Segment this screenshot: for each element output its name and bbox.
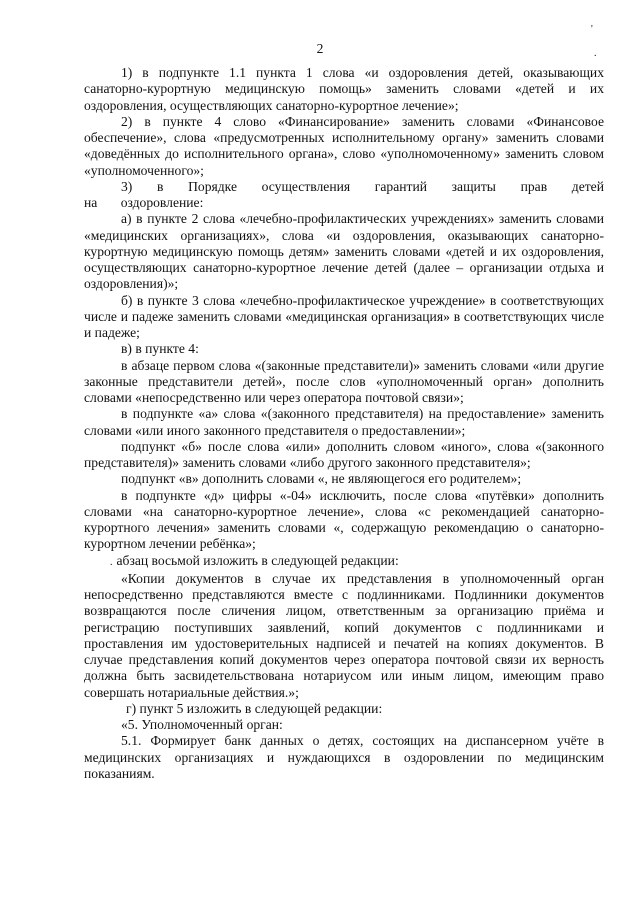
paragraph: подпункт «б» после слова «или» дополнить словом «иного», слова «(законного представителя)» заменить словами «либо другого законного представителя»; [84,438,604,470]
paragraph: «Копии документов в случае их представления в уполномоченный орган непосредственно представляются вместе с подлинниками. Подлинники документов возвращаются после сличения лицом, ответственным за организацию приёма и регистрацию поступивших заявлений, копий документов с подлинниками и проставления им удостоверительных надписей и печатей на копиях документов. В случае представления копий документов через оператора почтовой связи их верность должна быть засвидетельствована нотариусом или иным лицом, имеющим право совершать нотариальные действия.»; [84,570,604,700]
scan-mark: . [594,48,597,59]
paragraph: подпункт «в» дополнить словами «, не являющегося его родителем»; [121,471,522,487]
paragraph: 2) в пункте 4 слово «Финансирование» заменить словами «Финансовое обеспечение», слова «предусмотренных исполнительному органу» заменить словами «доведённых до исполнительного органа», слово «уполномоченному» заменить словом «уполномоченного»; [84,113,604,178]
paragraph: «5. Уполномоченный орган: [121,717,283,732]
page-number: 2 [316,41,324,56]
paragraph: 1) в подпункте 1.1 пункта 1 слова «и оздоровления детей, оказывающих санаторно-курортную медицинскую помощь» заменить словами «детей и их оздоровления, осуществляющих санаторно-курортное лечение»; [84,65,604,113]
paragraph: в) в пункте 4: [121,341,199,357]
document-body [84,65,604,782]
scan-mark: . [110,556,113,568]
paragraph: б) в пункте 3 слова «лечебно-профилактическое учреждение» в соответствующих числе и падеже заменить словами «медицинская организация» в соответствующих числе и падеже; [84,292,604,340]
paragraph: абзац восьмой изложить в следующей редакции: [116,552,399,568]
paragraph: в абзаце первом слова «(законные представители)» заменить словами «или другие законные представители детей», после слов «уполномоченный орган» дополнить словами «непосредственно или через оператора почтовой связи»; [84,357,604,405]
paragraph: 5.1. Формирует банк данных о детях, состоящих на диспансерном учёте в медицинских организациях и нуждающихся в оздоровлении по медицинским показаниям. [84,733,604,781]
paragraph: 3) в Порядке осуществления гарантий защиты прав детей на оздоровление: [84,178,604,210]
scan-mark: ' [591,24,593,35]
paragraph: в подпункте «а» слова «(законного представителя) на предоставление» заменить словами «или иного законного представителя о предоставлении»; [84,406,604,438]
paragraph: г) пункт 5 изложить в следующей редакции: [126,700,383,716]
paragraph-row [84,553,604,571]
paragraph: а) в пункте 2 слова «лечебно-профилактических учреждениях» заменить словами «медицинских организациях», слова «и оздоровления, оказывающих санаторно-курортную медицинскую помощь детям» заменить словами «детей и их оздоровления, осуществляющих санаторно-курортное лечение детей (далее – организации отдыха и оздоровления)»; [84,211,604,292]
paragraph: в подпункте «д» цифры «-04» исключить, после слова «путёвки» дополнить словами «на санаторно-курортное лечение», слова «с рекомендацией санаторно-курортного лечения» заменить словами «, содержащую рекомендацию о санаторно-курортном лечении ребёнка»; [84,487,604,552]
